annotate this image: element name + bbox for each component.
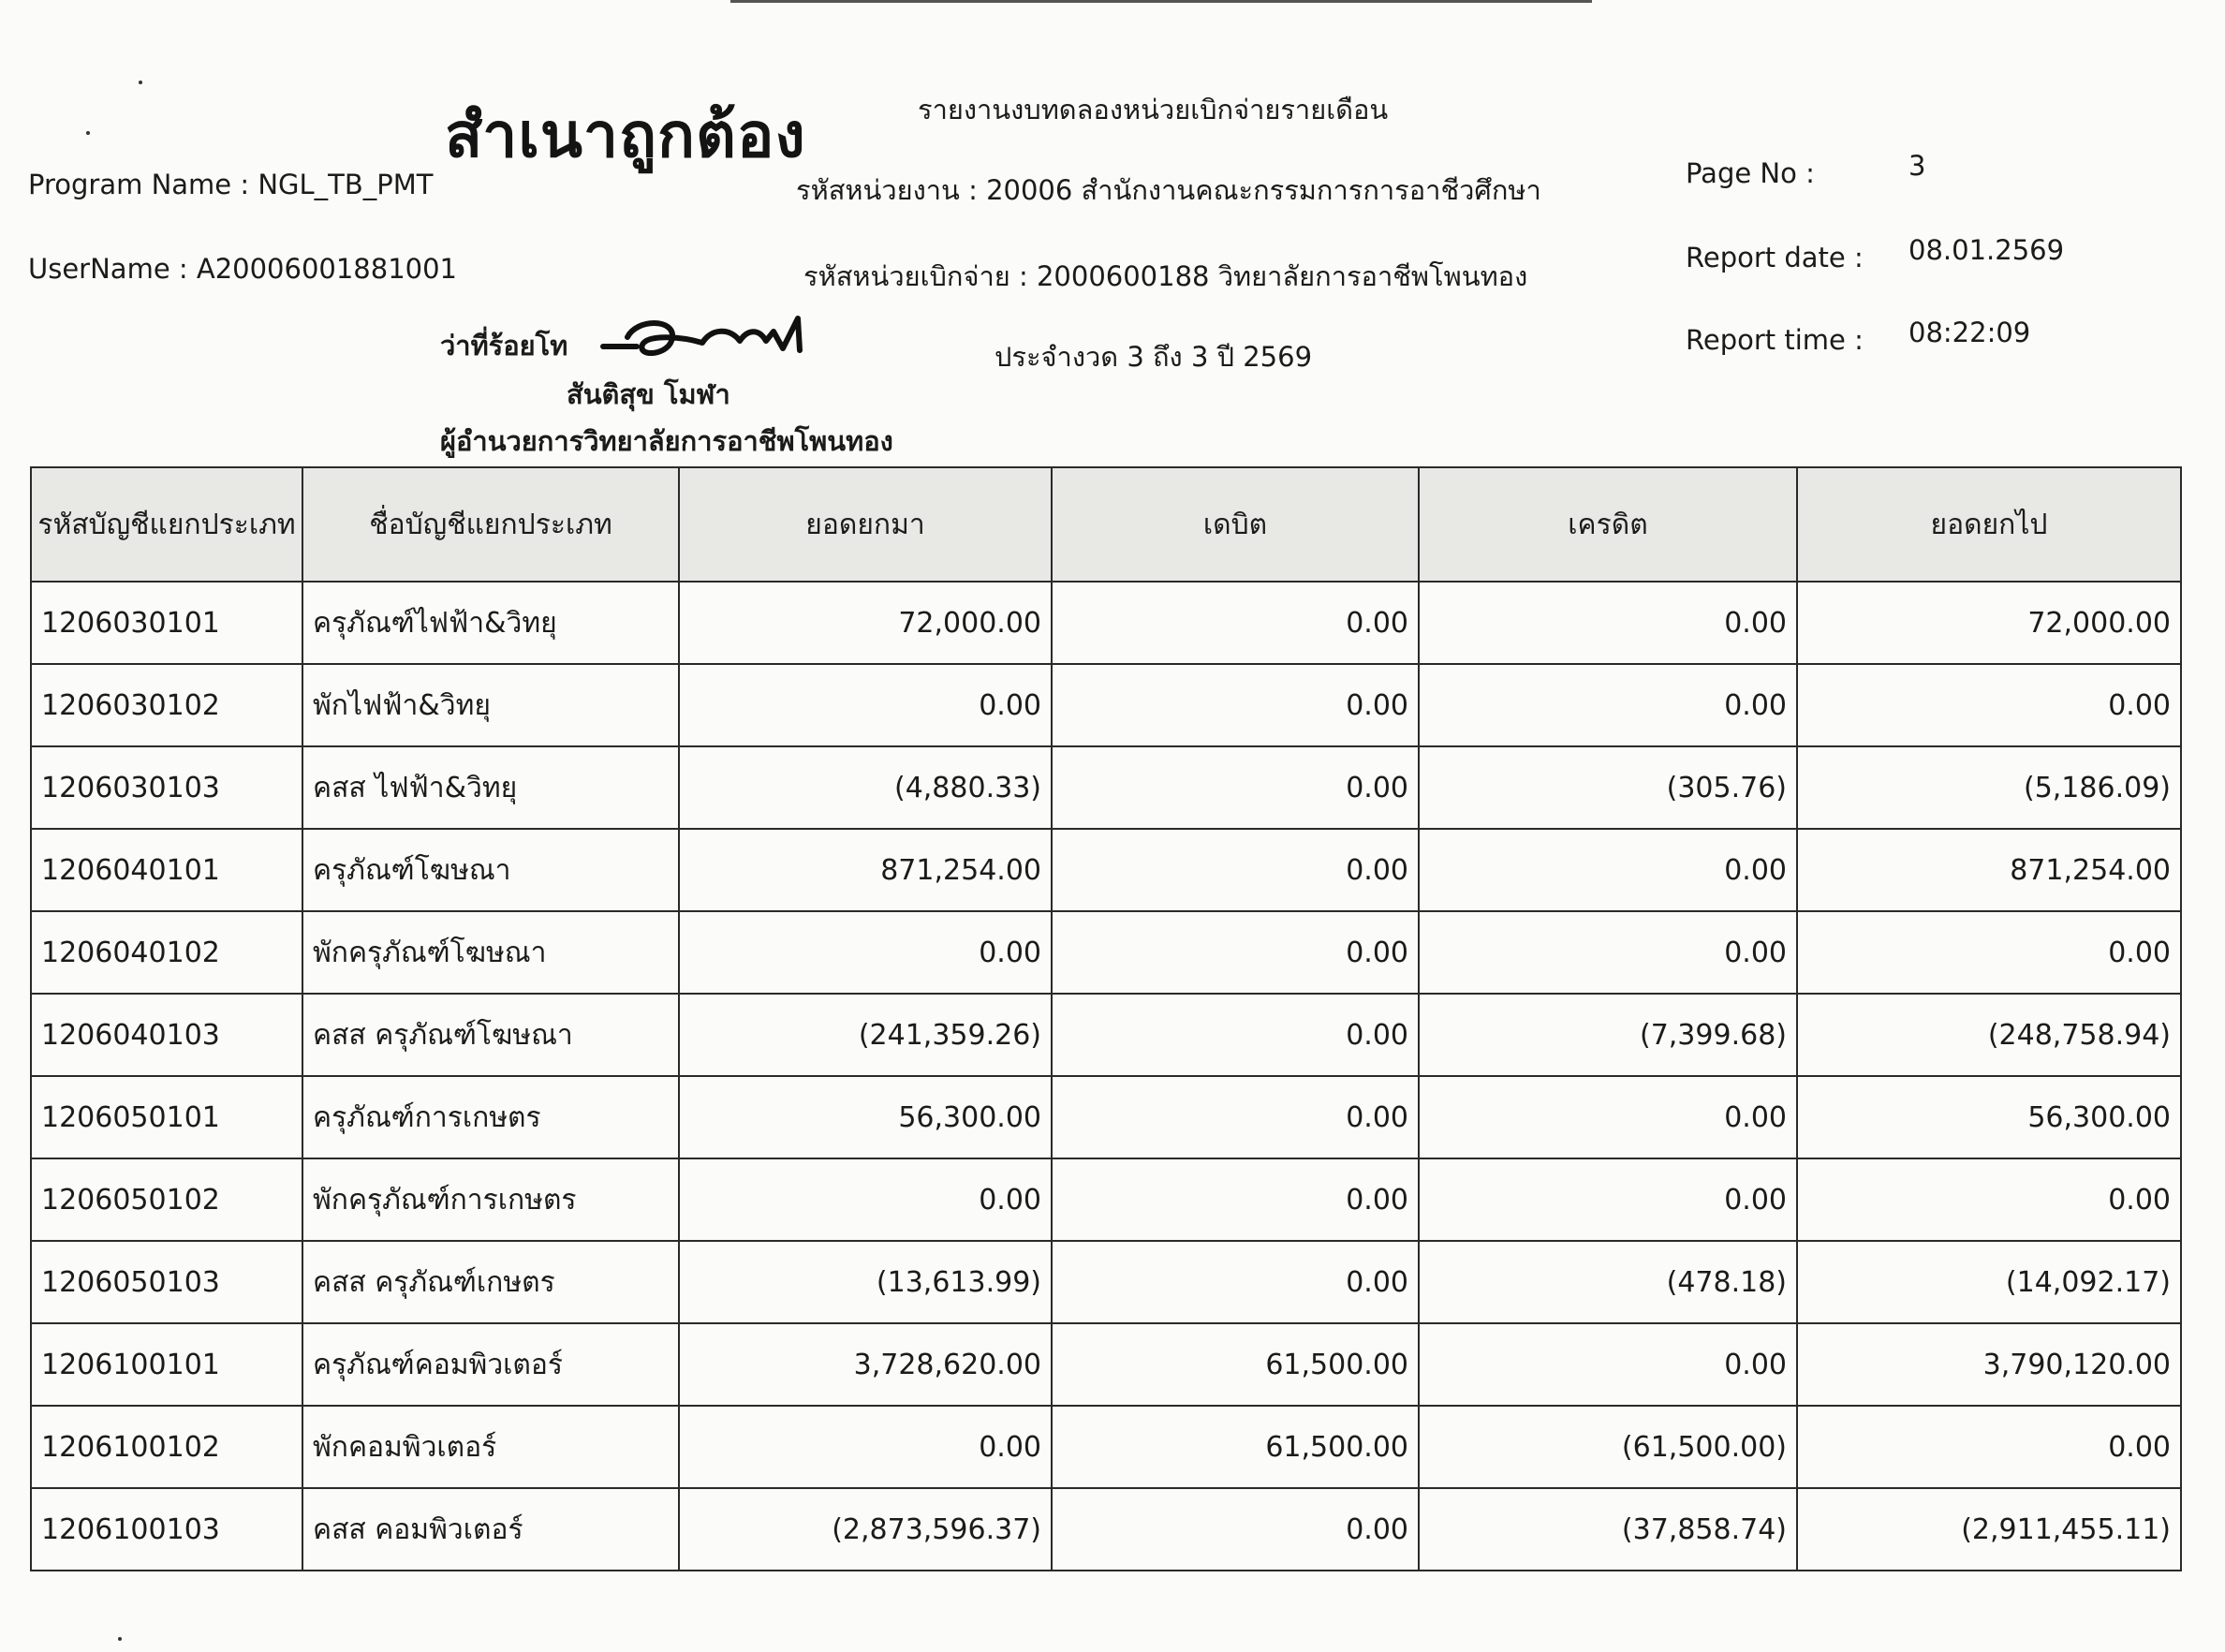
account-code: 1206030103 (31, 746, 302, 829)
debit: 0.00 (1052, 829, 1419, 911)
scan-speck (139, 81, 142, 84)
table-header-row (31, 467, 2181, 582)
brought-forward: 72,000.00 (679, 582, 1052, 664)
table-row (31, 1406, 2181, 1488)
account-name: ครุภัณฑ์คอมพิวเตอร์ (302, 1323, 679, 1406)
scan-speck (118, 1637, 122, 1641)
account-name: คสส ครุภัณฑ์เกษตร (302, 1241, 679, 1323)
account-name: พักครุภัณฑ์โฆษณา (302, 911, 679, 994)
page-no-value: 3 (1908, 150, 1926, 182)
column-header-account-code: รหัสบัญชีแยกประเภท (31, 467, 302, 582)
account-code: 1206100103 (31, 1488, 302, 1571)
column-header-account-name: ชื่อบัญชีแยกประเภท (302, 467, 679, 582)
signer-title: ผู้อำนวยการวิทยาลัยการอาชีพโพนทอง (440, 425, 893, 457)
brought-forward: 0.00 (679, 911, 1052, 994)
agency-code: รหัสหน่วยงาน : 20006 สำนักงานคณะกรรมการการอาชีวศึกษา (796, 174, 1541, 206)
carried-forward: 0.00 (1797, 664, 2181, 746)
username: UserName : A20006001881001 (28, 253, 458, 285)
account-code: 1206050101 (31, 1076, 302, 1158)
account-name: คสส คอมพิวเตอร์ (302, 1488, 679, 1571)
credit: 0.00 (1419, 1323, 1797, 1406)
debit: 0.00 (1052, 1488, 1419, 1571)
carried-forward: (5,186.09) (1797, 746, 2181, 829)
account-name: ครุภัณฑ์โฆษณา (302, 829, 679, 911)
brought-forward: (13,613.99) (679, 1241, 1052, 1323)
table-row (31, 582, 2181, 664)
debit: 61,500.00 (1052, 1406, 1419, 1488)
brought-forward: 3,728,620.00 (679, 1323, 1052, 1406)
brought-forward: 0.00 (679, 1158, 1052, 1241)
debit: 0.00 (1052, 911, 1419, 994)
signature-image (599, 309, 824, 365)
account-code: 1206100102 (31, 1406, 302, 1488)
carried-forward: 0.00 (1797, 1406, 2181, 1488)
account-code: 1206030101 (31, 582, 302, 664)
credit: (305.76) (1419, 746, 1797, 829)
scan-speck (86, 131, 90, 135)
column-header-credit: เครดิต (1419, 467, 1797, 582)
brought-forward: 871,254.00 (679, 829, 1052, 911)
carried-forward: 3,790,120.00 (1797, 1323, 2181, 1406)
account-name: คสส ไฟฟ้า&วิทยุ (302, 746, 679, 829)
carried-forward: (2,911,455.11) (1797, 1488, 2181, 1571)
brought-forward: 56,300.00 (679, 1076, 1052, 1158)
table-row (31, 664, 2181, 746)
table-row (31, 994, 2181, 1076)
credit: (61,500.00) (1419, 1406, 1797, 1488)
account-code: 1206040102 (31, 911, 302, 994)
report-title: รายงานงบทดลองหน่วยเบิกจ่ายรายเดือน (918, 94, 1389, 125)
carried-forward: 0.00 (1797, 911, 2181, 994)
credit: 0.00 (1419, 582, 1797, 664)
debit: 0.00 (1052, 994, 1419, 1076)
table-row (31, 1158, 2181, 1241)
debit: 0.00 (1052, 582, 1419, 664)
column-header-carried-forward: ยอดยกไป (1797, 467, 2181, 582)
table-row (31, 911, 2181, 994)
carried-forward: 72,000.00 (1797, 582, 2181, 664)
table-row (31, 1488, 2181, 1571)
brought-forward: (2,873,596.37) (679, 1488, 1052, 1571)
account-name: พักครุภัณฑ์การเกษตร (302, 1158, 679, 1241)
account-code: 1206040101 (31, 829, 302, 911)
certified-copy-stamp: สำเนาถูกต้อง (445, 98, 806, 171)
credit: 0.00 (1419, 829, 1797, 911)
carried-forward: (248,758.94) (1797, 994, 2181, 1076)
report-time-value: 08:22:09 (1908, 317, 2031, 348)
column-header-brought-forward: ยอดยกมา (679, 467, 1052, 582)
report-time-label: Report time : (1686, 324, 1864, 356)
brought-forward: (4,880.33) (679, 746, 1052, 829)
credit: (37,858.74) (1419, 1488, 1797, 1571)
trial-balance-table (30, 466, 2182, 1571)
table-row (31, 1323, 2181, 1406)
carried-forward: 56,300.00 (1797, 1076, 2181, 1158)
brought-forward: (241,359.26) (679, 994, 1052, 1076)
debit: 0.00 (1052, 664, 1419, 746)
debit: 0.00 (1052, 1158, 1419, 1241)
credit: 0.00 (1419, 664, 1797, 746)
signer-name: สันติสุข โมฬา (567, 378, 730, 410)
account-name: พักคอมพิวเตอร์ (302, 1406, 679, 1488)
debit: 61,500.00 (1052, 1323, 1419, 1406)
account-name: คสส ครุภัณฑ์โฆษณา (302, 994, 679, 1076)
account-code: 1206100101 (31, 1323, 302, 1406)
credit: 0.00 (1419, 1076, 1797, 1158)
table-row (31, 746, 2181, 829)
carried-forward: (14,092.17) (1797, 1241, 2181, 1323)
column-header-debit: เดบิต (1052, 467, 1419, 582)
account-code: 1206050103 (31, 1241, 302, 1323)
credit: (478.18) (1419, 1241, 1797, 1323)
credit: 0.00 (1419, 1158, 1797, 1241)
disbursement-unit: รหัสหน่วยเบิกจ่าย : 2000600188 วิทยาลัยการอาชีพโพนทอง (803, 260, 1528, 292)
table-row (31, 1241, 2181, 1323)
report-date-value: 08.01.2569 (1908, 234, 2065, 266)
rank-prefix: ว่าที่ร้อยโท (440, 330, 568, 361)
page-no-label: Page No : (1686, 157, 1815, 189)
report-date-label: Report date : (1686, 242, 1864, 273)
account-code: 1206030102 (31, 664, 302, 746)
credit: (7,399.68) (1419, 994, 1797, 1076)
carried-forward: 0.00 (1797, 1158, 2181, 1241)
credit: 0.00 (1419, 911, 1797, 994)
brought-forward: 0.00 (679, 1406, 1052, 1488)
account-name: พักไฟฟ้า&วิทยุ (302, 664, 679, 746)
table-row (31, 829, 2181, 911)
table-row (31, 1076, 2181, 1158)
program-name: Program Name : NGL_TB_PMT (28, 169, 434, 200)
brought-forward: 0.00 (679, 664, 1052, 746)
account-name: ครุภัณฑ์ไฟฟ้า&วิทยุ (302, 582, 679, 664)
scan-top-edge (730, 0, 1592, 3)
account-name: ครุภัณฑ์การเกษตร (302, 1076, 679, 1158)
carried-forward: 871,254.00 (1797, 829, 2181, 911)
debit: 0.00 (1052, 1076, 1419, 1158)
account-code: 1206040103 (31, 994, 302, 1076)
debit: 0.00 (1052, 746, 1419, 829)
account-code: 1206050102 (31, 1158, 302, 1241)
debit: 0.00 (1052, 1241, 1419, 1323)
period: ประจำงวด 3 ถึง 3 ปี 2569 (995, 341, 1313, 373)
